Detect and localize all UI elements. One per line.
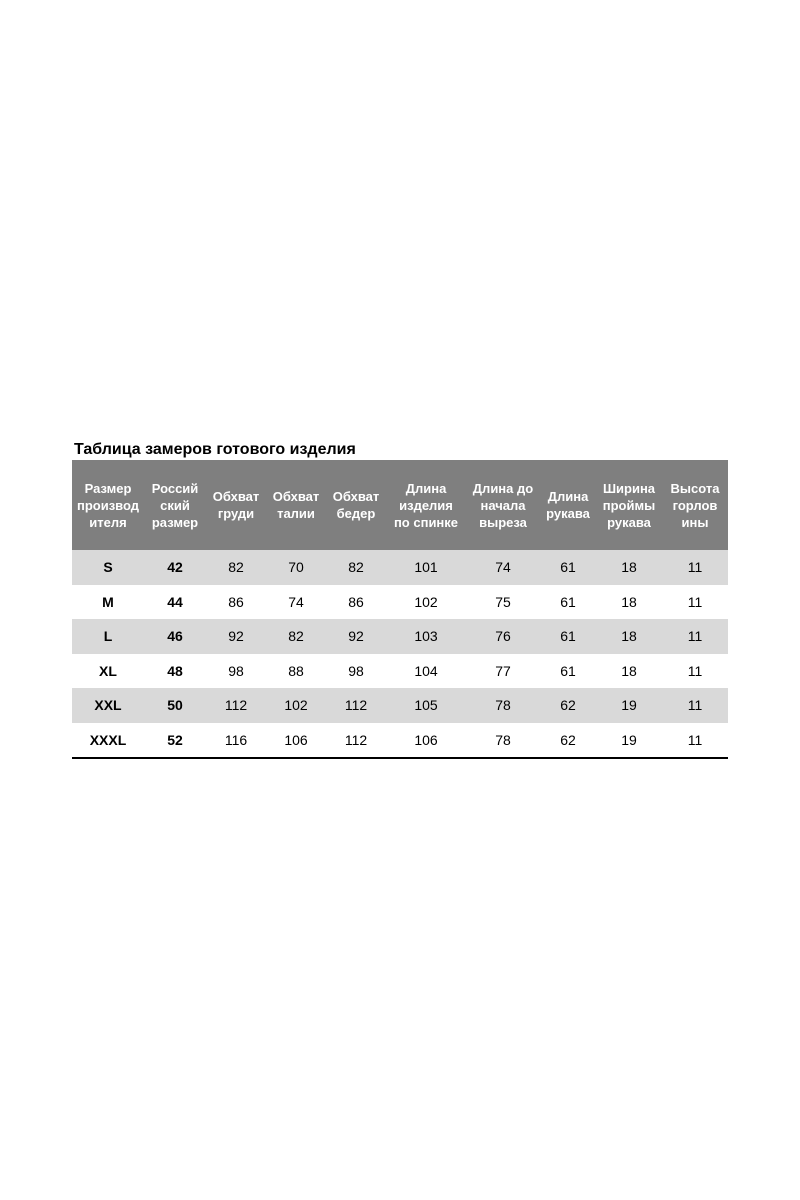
table-cell: 82 [326, 550, 386, 585]
table-cell: 77 [495, 662, 511, 679]
column-header-back-length: Длина изделия по спинке [386, 460, 466, 550]
table-cell: 11 [687, 731, 703, 748]
russian-size-cell: 44 [167, 593, 183, 610]
table-cell: 112 [326, 688, 386, 723]
manufacturer-size-cell: XXXL [89, 731, 127, 748]
table-cell: 75 [495, 593, 511, 610]
table-cell: 82 [266, 619, 326, 654]
table-title: Таблица замеров готового изделия [74, 441, 356, 458]
table-row [72, 585, 728, 620]
table-cell: 76 [466, 619, 540, 654]
measurements-table [72, 460, 728, 759]
column-header-russian-size: Россий ский размер [144, 460, 206, 550]
manufacturer-size-cell: S [72, 550, 144, 585]
table-cell: 102 [266, 688, 326, 723]
table-cell: 86 [348, 593, 364, 610]
table-cell: 112 [206, 688, 266, 723]
table-cell: 11 [687, 662, 703, 679]
russian-size-cell: 48 [167, 662, 183, 679]
table-cell: 78 [466, 688, 540, 723]
column-header-manufacturer-size: Размер производ ителя [72, 460, 144, 550]
table-cell: 88 [288, 662, 304, 679]
table-row [72, 550, 728, 585]
table-row [72, 619, 728, 654]
table-cell: 116 [224, 731, 248, 748]
table-row [72, 723, 728, 759]
russian-size-cell: 46 [144, 619, 206, 654]
header-row [72, 460, 728, 550]
size-chart [72, 440, 728, 759]
table-cell: 98 [228, 662, 244, 679]
table-cell: 92 [326, 619, 386, 654]
column-header-armhole-width: Ширина проймы рукава [596, 460, 662, 550]
column-header-hips: Обхват бедер [326, 460, 386, 550]
table-cell: 19 [596, 688, 662, 723]
column-header-chest: Обхват груди [206, 460, 266, 550]
table-cell: 112 [344, 731, 368, 748]
table-cell: 11 [687, 593, 703, 610]
manufacturer-size-cell: XL [99, 662, 117, 679]
table-cell: 105 [386, 688, 466, 723]
column-header-sleeve-length: Длина рукава [540, 460, 596, 550]
table-cell: 61 [540, 550, 596, 585]
table-cell: 61 [560, 662, 576, 679]
table-cell: 19 [621, 731, 637, 748]
table-cell: 11 [662, 550, 728, 585]
manufacturer-size-cell: XXL [72, 688, 144, 723]
table-cell: 70 [266, 550, 326, 585]
table-cell: 18 [596, 550, 662, 585]
table-row [72, 688, 728, 723]
table-cell: 11 [662, 688, 728, 723]
column-header-neck-height: Высота горлов ины [662, 460, 728, 550]
table-cell: 61 [560, 593, 576, 610]
table-cell: 82 [206, 550, 266, 585]
table-cell: 61 [540, 619, 596, 654]
manufacturer-size-cell: L [72, 619, 144, 654]
table-cell: 103 [386, 619, 466, 654]
table-cell: 18 [621, 593, 637, 610]
table-row [72, 654, 728, 689]
column-header-waist: Обхват талии [266, 460, 326, 550]
table-cell: 18 [596, 619, 662, 654]
russian-size-cell: 50 [144, 688, 206, 723]
table-cell: 101 [386, 550, 466, 585]
table-cell: 74 [288, 593, 304, 610]
column-header-length-to-neckline: Длина до начала выреза [466, 460, 540, 550]
table-cell: 106 [284, 731, 308, 748]
table-cell: 11 [662, 619, 728, 654]
table-cell: 62 [540, 688, 596, 723]
table-cell: 98 [348, 662, 364, 679]
table-cell: 62 [560, 731, 576, 748]
table-cell: 74 [466, 550, 540, 585]
russian-size-cell: 42 [144, 550, 206, 585]
russian-size-cell: 52 [167, 731, 183, 748]
table-cell: 92 [206, 619, 266, 654]
table-cell: 18 [621, 662, 637, 679]
manufacturer-size-cell: M [102, 593, 114, 610]
table-cell: 102 [414, 593, 438, 610]
table-cell: 78 [495, 731, 511, 748]
table-cell: 86 [228, 593, 244, 610]
table-cell: 106 [414, 731, 438, 748]
table-cell: 104 [414, 662, 438, 679]
